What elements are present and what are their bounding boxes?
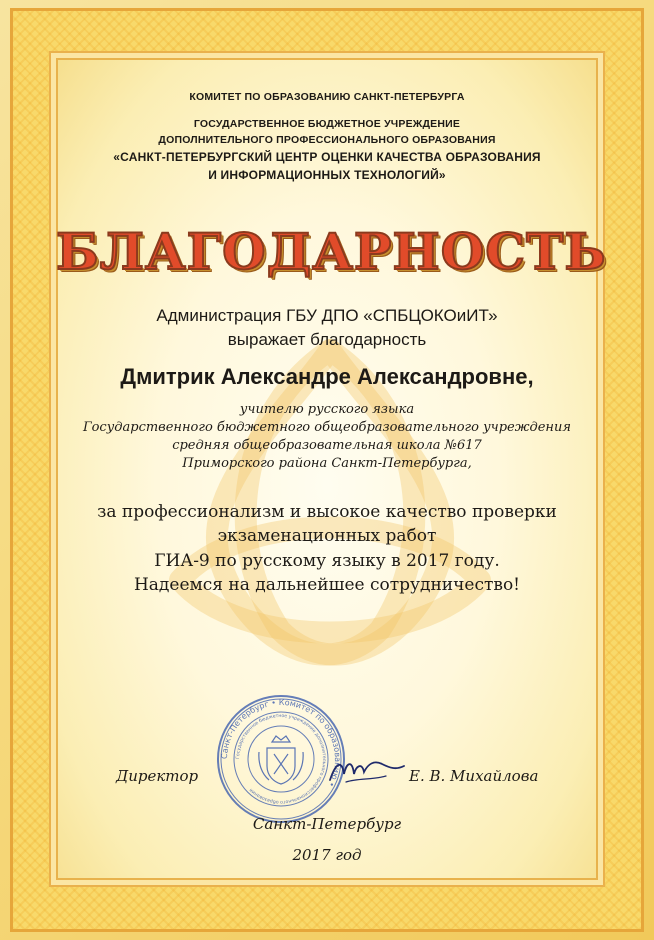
signature-name: Е. В. Михайлова: [409, 767, 539, 785]
footer-city: Санкт-Петербург: [252, 815, 402, 833]
coat-of-arms-icon: [259, 736, 303, 784]
reason-line-3: ГИА-9 по русскому языку в 2017 году.: [154, 551, 500, 571]
reason-line-2: экзаменационных работ: [217, 526, 437, 546]
footer-year: 2017 год: [292, 846, 362, 864]
seal-outer-text: Санкт-Петербург • Комитет по образованию •: [219, 697, 343, 789]
org-line-1: ГОСУДАРСТВЕННОЕ БЮДЖЕТНОЕ УЧРЕЖДЕНИЕ: [193, 118, 461, 130]
intro-line-2: выражает благодарность: [227, 330, 427, 349]
org-line-4: И ИНФОРМАЦИОННЫХ ТЕХНОЛОГИЙ»: [208, 168, 446, 182]
recipient-position-2: Государственного бюджетного общеобразовательного учреждения: [83, 420, 571, 435]
intro-line-1: Администрация ГБУ ДПО «СПБЦОКОиИТ»: [156, 306, 498, 325]
svg-text:Государственное бюджетное учре: [235, 714, 326, 805]
committee-heading: КОМИТЕТ ПО ОБРАЗОВАНИЮ САНКТ-ПЕТЕРБУРГА: [189, 91, 465, 103]
reason-line-4: Надеемся на дальнейшее сотрудничество!: [133, 575, 521, 595]
recipient-position-4: Приморского района Санкт-Петербурга,: [182, 456, 472, 471]
seal-inner-text: Государственное бюджетное учреждение дополнительного профессионального образования: [235, 713, 327, 805]
certificate-title: БЛАГОДАРНОСТЬ: [56, 222, 607, 281]
reason-line-1: за профессионализм и высокое качество проверки: [97, 502, 557, 522]
signature-role: Директор: [116, 767, 199, 785]
recipient-position-1: учителю русского языка: [239, 402, 415, 417]
handwritten-signature: [326, 750, 406, 790]
org-line-2: ДОПОЛНИТЕЛЬНОГО ПРОФЕССИОНАЛЬНОГО ОБРАЗОВАНИЯ: [158, 134, 496, 146]
recipient-name: Дмитрик Александре Александровне,: [120, 364, 534, 389]
org-line-3: «САНКТ-ПЕТЕРБУРГСКИЙ ЦЕНТР ОЦЕНКИ КАЧЕСТВА ОБРАЗОВАНИЯ: [113, 150, 541, 164]
recipient-position-3: средняя общеобразовательная школа №617: [172, 438, 482, 453]
